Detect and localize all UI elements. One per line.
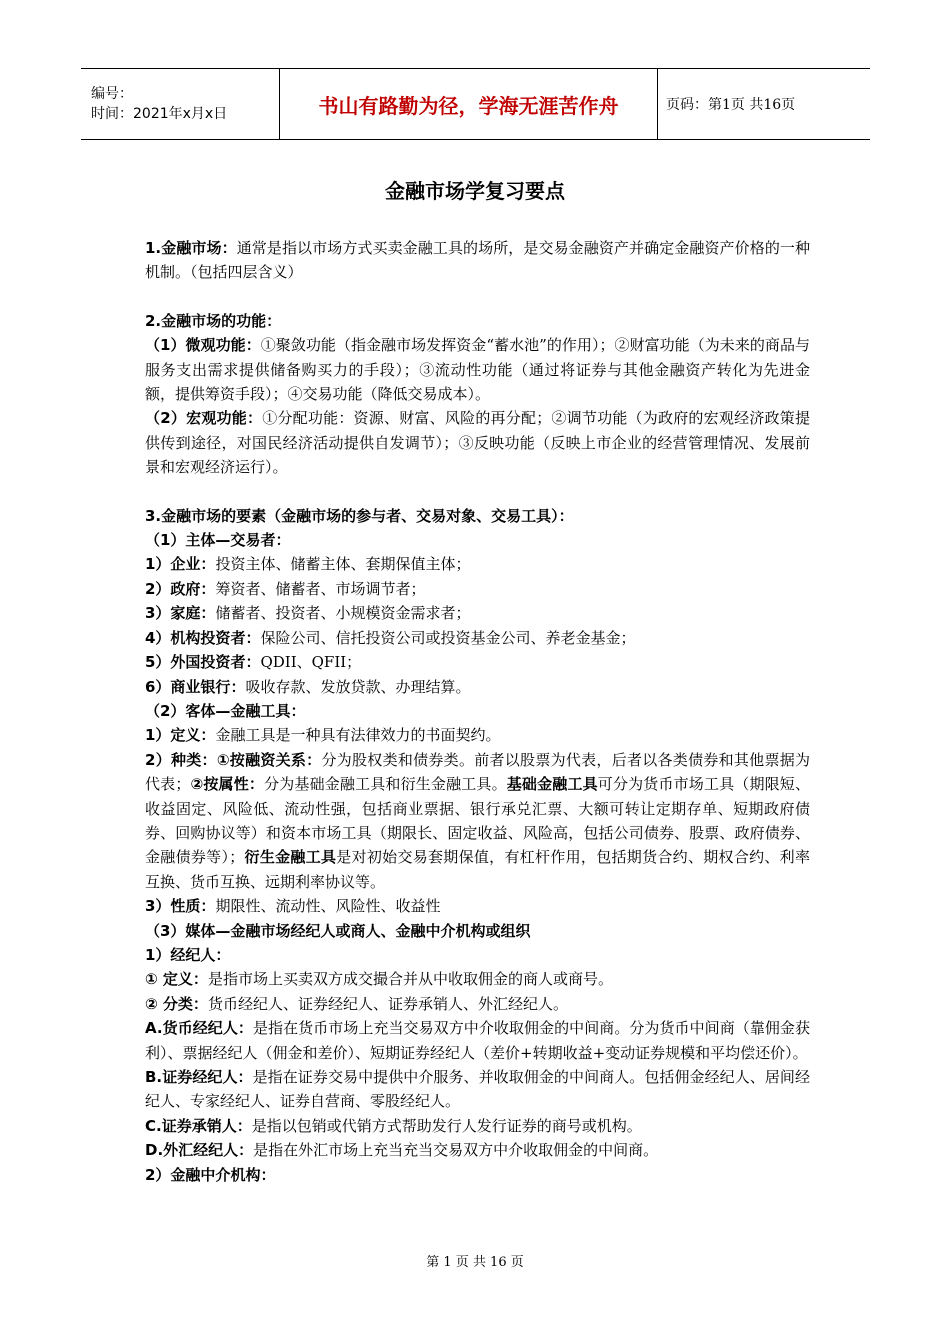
- securities-broker: B.证券经纪人：是指在证券交易中提供中介服务、并收取佣金的中间商人。包括佣金经纪人、居间经纪人、专家经纪人、证券自营商、零股经纪人。: [145, 1068, 810, 1111]
- broker-definition: ① 定义：是指市场上买卖双方成交撮合并从中收取佣金的商人或商号。: [145, 970, 613, 989]
- list-item: 4）机构投资者：保险公司、信托投资公司或投资基金公司、养老金基金；: [145, 628, 636, 647]
- instrument-nature: 3）性质：期限性、流动性、风险性、收益性: [145, 897, 441, 916]
- list-item: 1）企业：投资主体、储蓄主体、套期保值主体；: [145, 555, 471, 574]
- micro-function-heading: （1）微观功能：: [145, 336, 261, 355]
- instrument-kinds: 2）种类：①按融资关系：分为股权类和债券类。前者以股票为代表，后者以各类债券和其他票据为代表；②按属性：分为基础金融工具和衍生金融工具。基础金融工具可分为货币市场工具（期限短、收益固定、风险低、流动性强，包括商业票据、银行承兑汇票、大额可转让定期存单、短期政府债券、回购协议等）和资本市场工具（期限长、固定收益、风险高，包括公司债券、股票、政府债券、金融债券等）；衍生金融工具是对初始交易套期保值，有杠杆作用，包括期货合约、期权合约、利率互换、货币互换、远期利率协议等。: [145, 750, 811, 891]
- object-heading: （2）客体—金融工具：: [145, 701, 306, 720]
- doc-time-label: 时间：2021年x月x日: [91, 106, 228, 122]
- agency-heading: 2）金融中介机构：: [145, 1165, 276, 1184]
- section-2-heading: 2.金融市场的功能：: [145, 311, 282, 330]
- broker-heading: 1）经纪人：: [145, 945, 231, 964]
- section-3-heading: 3.金融市场的要素（金融市场的参与者、交易对象、交易工具）：: [145, 506, 574, 525]
- list-item: 2）政府：筹资者、储蓄者、市场调节者；: [145, 579, 426, 598]
- header-motto: 书山有路勤为径，学海无涯苦作舟: [318, 93, 619, 118]
- section-1-heading: 1.金融市场：: [145, 239, 237, 257]
- macro-function-paragraph: [145, 406, 810, 479]
- securities-underwriter: C.证券承销人：是指以包销或代销方式帮助发行人发行证券的商号或机构。: [145, 1116, 642, 1135]
- macro-function-text: ①分配功能：资源、财富、风险的再分配；②调节功能（为政府的宏观经济政策提供传到途径，对国民经济活动提供自发调节）；③反映功能（反映上市企业的经营管理情况、发展前景和宏观经济运行）。: [145, 409, 810, 477]
- micro-function-paragraph: [145, 333, 810, 406]
- doc-code-label: 编号：: [91, 86, 133, 102]
- list-item: 5）外国投资者：QDII、QFII；: [145, 653, 362, 672]
- page-footer: 第 1 页 共 16 页: [426, 1255, 524, 1270]
- subject-heading: （1）主体—交易者：: [145, 531, 291, 550]
- list-item: 3）家庭：储蓄者、投资者、小规模资金需求者；: [145, 604, 471, 623]
- header-page-info: 页码：第1页 共16页: [666, 97, 796, 113]
- macro-function-heading: （2）宏观功能：: [145, 409, 263, 428]
- section-1: [145, 236, 810, 285]
- document-title: 金融市场学复习要点: [385, 179, 565, 203]
- micro-function-text: ①聚敛功能（指金融市场发挥资金“蓄水池”的作用）；②财富功能（为未来的商品与服务支出需求提供储备购买力的手段）；③流动性功能（通过将证券与其他金融资产转化为先进金额，提供筹资手段）；④交易功能（降低交易成本）。: [145, 336, 810, 404]
- header-motto-cell: [280, 69, 658, 139]
- fx-broker: D.外汇经纪人：是指在外汇市场上充当充当交易双方中介收取佣金的中间商。: [145, 1141, 659, 1160]
- page-header: [81, 68, 870, 140]
- list-item: 6）商业银行：吸收存款、发放贷款、办理结算。: [145, 677, 471, 696]
- money-broker: A.货币经纪人：是指在货币市场上充当交易双方中介收取佣金的中间商。分为货币中间商（靠佣金获利）、票据经纪人（佣金和差价）、短期证券经纪人（差价+转期收益+变动证券规模和平均偿还价）。: [145, 1019, 810, 1062]
- section-1-text: 通常是指以市场方式买卖金融工具的场所，是交易金融资产并确定金融资产价格的一种机制。（包括四层含义）: [145, 239, 810, 282]
- document-body: [145, 236, 810, 1187]
- instrument-definition: 1）定义：金融工具是一种具有法律效力的书面契约。: [145, 726, 501, 745]
- header-left-cell: [81, 69, 280, 139]
- header-page-cell: [658, 69, 870, 139]
- broker-kinds: ② 分类：货币经纪人、证券经纪人、证券承销人、外汇经纪人。: [145, 994, 568, 1013]
- media-heading: （3）媒体—金融市场经纪人或商人、金融中介机构或组织: [145, 921, 531, 940]
